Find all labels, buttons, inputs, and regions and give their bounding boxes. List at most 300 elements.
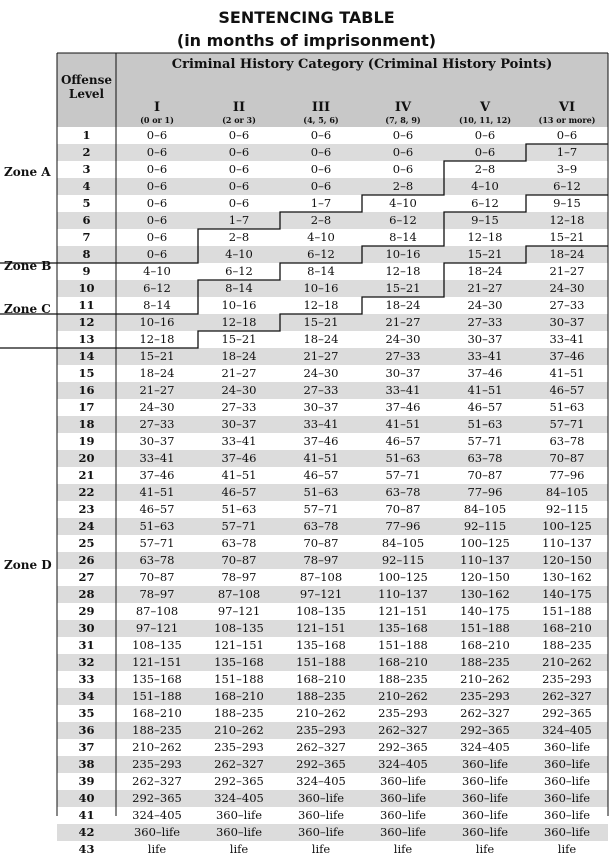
range-cell: 8–14: [143, 298, 171, 312]
table-row: [57, 263, 608, 280]
range-cell: 6–12: [225, 264, 253, 278]
range-cell: 262–327: [296, 740, 346, 754]
range-cell: 37–46: [467, 366, 503, 380]
category-roman: I: [153, 100, 161, 115]
range-cell: 360–life: [526, 756, 608, 773]
range-cell: 292–365: [444, 722, 526, 739]
range-cell: 21–27: [549, 264, 585, 278]
range-cell: 15–21: [280, 314, 362, 331]
table-row: [57, 178, 608, 195]
range-cell: 33–41: [280, 416, 362, 433]
offense-level-cell: 36: [57, 722, 116, 739]
table-row: [57, 518, 608, 535]
range-cell: 0–6: [146, 128, 168, 142]
range-cell: 0–6: [392, 162, 414, 176]
offense-level-cell: 25: [78, 536, 95, 550]
range-cell: 188–235: [214, 706, 264, 720]
range-cell: 210–262: [362, 688, 444, 705]
range-cell: 6–12: [116, 280, 198, 297]
range-cell: 27–33: [280, 382, 362, 399]
range-cell: 70–87: [198, 552, 280, 569]
range-cell: 100–125: [526, 518, 608, 535]
range-cell: 4–10: [143, 264, 171, 278]
range-cell: 21–27: [280, 348, 362, 365]
range-cell: 4–10: [307, 230, 335, 244]
range-cell: 37–46: [198, 450, 280, 467]
range-cell: 121–151: [116, 654, 198, 671]
range-cell: 2–8: [362, 178, 444, 195]
range-cell: 77–96: [362, 518, 444, 535]
range-cell: 46–57: [303, 468, 339, 482]
table-row: [57, 586, 608, 603]
range-cell: 140–175: [526, 586, 608, 603]
range-cell: 360–life: [215, 808, 263, 822]
range-cell: 292–365: [116, 790, 198, 807]
table-row: [57, 416, 608, 433]
offense-level-cell: 1: [82, 128, 91, 142]
range-cell: 27–33: [116, 416, 198, 433]
table-row: [57, 841, 608, 858]
range-cell: 360–life: [280, 790, 362, 807]
category-points: (10, 11, 12): [458, 115, 512, 125]
range-cell: 41–51: [221, 468, 257, 482]
page-subtitle: (in months of imprisonment): [176, 31, 437, 50]
range-cell: 97–121: [280, 586, 362, 603]
range-cell: life: [147, 842, 167, 856]
range-cell: 0–6: [392, 128, 414, 142]
range-cell: 24–30: [303, 366, 339, 380]
range-cell: 41–51: [280, 450, 362, 467]
page-title: SENTENCING TABLE: [218, 8, 395, 27]
range-cell: 21–27: [444, 280, 526, 297]
range-cell: 210–262: [460, 672, 510, 686]
range-cell: 324–405: [460, 740, 510, 754]
range-cell: 51–63: [362, 450, 444, 467]
table-row: [57, 161, 608, 178]
range-cell: 87–108: [198, 586, 280, 603]
range-cell: 77–96: [444, 484, 526, 501]
offense-level-cell: 12: [57, 314, 116, 331]
range-cell: 30–37: [303, 400, 339, 414]
category-points: (7, 8, 9): [385, 115, 421, 125]
range-cell: 37–46: [139, 468, 175, 482]
table-row: [57, 739, 608, 756]
offense-level-cell: 16: [57, 382, 116, 399]
range-cell: 18–24: [385, 298, 421, 312]
range-cell: 360–life: [116, 824, 198, 841]
table-row: [57, 535, 608, 552]
range-cell: 30–37: [198, 416, 280, 433]
range-cell: 210–262: [132, 740, 182, 754]
range-cell: 360–life: [526, 824, 608, 841]
range-cell: 46–57: [467, 400, 503, 414]
range-cell: 33–41: [221, 434, 257, 448]
range-cell: 70–87: [467, 468, 503, 482]
category-points: (13 or more): [538, 115, 596, 125]
offense-level-cell: 11: [78, 298, 95, 312]
range-cell: 360–life: [461, 774, 509, 788]
range-cell: 151–188: [378, 638, 428, 652]
range-cell: 87–108: [135, 604, 179, 618]
range-cell: 360–life: [543, 740, 591, 754]
range-cell: 292–365: [542, 706, 592, 720]
range-cell: 15–21: [221, 332, 257, 346]
category-header-4: [362, 100, 444, 127]
range-cell: 360–life: [543, 774, 591, 788]
table-row: [57, 484, 608, 501]
table-row: [57, 501, 608, 518]
category-roman: IV: [394, 100, 412, 115]
range-cell: 57–71: [198, 518, 280, 535]
range-cell: 235–293: [444, 688, 526, 705]
range-cell: 15–21: [549, 230, 585, 244]
range-cell: 120–150: [460, 570, 510, 584]
range-cell: 0–6: [474, 128, 496, 142]
range-cell: 21–27: [116, 382, 198, 399]
range-cell: 15–21: [444, 246, 526, 263]
range-cell: 168–210: [362, 654, 444, 671]
offense-level-cell: 5: [82, 196, 91, 210]
table-row: [57, 195, 608, 212]
offense-level-cell: 41: [78, 808, 95, 822]
range-cell: 12–18: [385, 264, 421, 278]
table-row: [57, 722, 608, 739]
range-cell: 108–135: [198, 620, 280, 637]
table-row: [57, 280, 608, 297]
category-header-3: [280, 100, 362, 127]
range-cell: 360–life: [444, 790, 526, 807]
range-cell: 46–57: [198, 484, 280, 501]
range-cell: 24–30: [385, 332, 421, 346]
range-cell: 292–365: [214, 774, 264, 788]
range-cell: 51–63: [221, 502, 257, 516]
table-row: [57, 144, 608, 161]
range-cell: 97–121: [116, 620, 198, 637]
table-row: [57, 399, 608, 416]
range-cell: 210–262: [296, 706, 346, 720]
offense-level-cell: 27: [78, 570, 95, 584]
range-cell: 10–16: [116, 314, 198, 331]
category-points: (0 or 1): [140, 115, 174, 125]
range-cell: 8–14: [389, 230, 417, 244]
range-cell: 0–6: [198, 178, 280, 195]
zone-a-label: Zone A: [4, 165, 51, 179]
range-cell: 15–21: [362, 280, 444, 297]
range-cell: 360–life: [379, 774, 427, 788]
offense-level-cell: 14: [57, 348, 116, 365]
range-cell: life: [311, 842, 331, 856]
offense-level-cell: 7: [82, 230, 91, 244]
range-cell: 63–78: [444, 450, 526, 467]
range-cell: 0–6: [310, 128, 332, 142]
range-cell: 0–6: [198, 144, 280, 161]
range-cell: 24–30: [467, 298, 503, 312]
category-header-2: [198, 100, 280, 127]
range-cell: 70–87: [526, 450, 608, 467]
range-cell: 360–life: [362, 790, 444, 807]
range-cell: 188–235: [378, 672, 428, 686]
range-cell: 18–24: [303, 332, 339, 346]
range-cell: 21–27: [362, 314, 444, 331]
range-cell: 30–37: [139, 434, 175, 448]
range-cell: 51–63: [549, 400, 585, 414]
range-cell: 108–135: [296, 604, 346, 618]
table-row: [57, 450, 608, 467]
range-cell: 8–14: [198, 280, 280, 297]
range-cell: 51–63: [280, 484, 362, 501]
range-cell: 235–293: [378, 706, 428, 720]
category-header-6: [526, 100, 608, 127]
range-cell: 12–18: [198, 314, 280, 331]
range-cell: 33–41: [116, 450, 198, 467]
range-cell: life: [229, 842, 249, 856]
range-cell: 24–30: [139, 400, 175, 414]
range-cell: 46–57: [139, 502, 175, 516]
range-cell: 235–293: [116, 756, 198, 773]
table-row: [57, 246, 608, 263]
range-cell: 8–14: [307, 264, 335, 278]
range-cell: 110–137: [444, 552, 526, 569]
range-cell: 41–51: [549, 366, 585, 380]
range-cell: 12–18: [467, 230, 503, 244]
range-cell: 10–16: [362, 246, 444, 263]
range-cell: 10–16: [221, 298, 257, 312]
table-row: [57, 756, 608, 773]
range-cell: 70–87: [385, 502, 421, 516]
offense-level-cell: 40: [57, 790, 116, 807]
range-cell: 360–life: [198, 824, 280, 841]
range-cell: 78–97: [116, 586, 198, 603]
range-cell: 0–6: [444, 144, 526, 161]
zone-c-label: Zone C: [4, 302, 51, 316]
range-cell: 4–10: [389, 196, 417, 210]
table-row: [57, 382, 608, 399]
range-cell: 135–168: [362, 620, 444, 637]
range-cell: 151–188: [214, 672, 264, 686]
range-cell: 0–6: [146, 162, 168, 176]
range-cell: 262–327: [198, 756, 280, 773]
offense-level-cell: 24: [57, 518, 116, 535]
table-row: [57, 654, 608, 671]
range-cell: 324–405: [526, 722, 608, 739]
range-cell: 12–18: [303, 298, 339, 312]
range-cell: 57–71: [467, 434, 503, 448]
range-cell: 30–37: [526, 314, 608, 331]
range-cell: 41–51: [116, 484, 198, 501]
category-points: (4, 5, 6): [303, 115, 339, 125]
range-cell: 33–41: [444, 348, 526, 365]
range-cell: 9–15: [553, 196, 581, 210]
range-cell: 92–115: [362, 552, 444, 569]
offense-level-cell: 37: [78, 740, 95, 754]
range-cell: life: [393, 842, 413, 856]
range-cell: 360–life: [297, 808, 345, 822]
range-cell: 6–12: [526, 178, 608, 195]
range-cell: 2–8: [228, 230, 250, 244]
range-cell: 37–46: [303, 434, 339, 448]
table-row: [57, 467, 608, 484]
offense-level-cell: 8: [57, 246, 116, 263]
range-cell: 37–46: [385, 400, 421, 414]
range-cell: 84–105: [381, 536, 425, 550]
offense-level-cell: 21: [78, 468, 95, 482]
range-cell: 262–327: [132, 774, 182, 788]
range-cell: 360–life: [379, 808, 427, 822]
range-cell: 2–8: [474, 162, 496, 176]
range-cell: 63–78: [116, 552, 198, 569]
range-cell: 360–life: [444, 824, 526, 841]
offense-level-cell: 10: [57, 280, 116, 297]
range-cell: 0–6: [116, 246, 198, 263]
sentencing-table: [57, 53, 608, 858]
range-cell: 110–137: [542, 536, 592, 550]
table-row: [57, 790, 608, 807]
range-cell: 0–6: [146, 196, 168, 210]
offense-level-cell: 42: [57, 824, 116, 841]
range-cell: 0–6: [116, 144, 198, 161]
range-cell: 168–210: [460, 638, 510, 652]
table-row: [57, 348, 608, 365]
range-cell: 97–121: [217, 604, 261, 618]
range-cell: 63–78: [362, 484, 444, 501]
range-cell: 78–97: [221, 570, 257, 584]
range-cell: 0–6: [280, 144, 362, 161]
range-cell: 135–168: [296, 638, 346, 652]
range-cell: 108–135: [132, 638, 182, 652]
range-cell: 33–41: [362, 382, 444, 399]
range-cell: 1–7: [198, 212, 280, 229]
range-cell: 100–125: [378, 570, 428, 584]
range-cell: 57–71: [526, 416, 608, 433]
range-cell: 18–24: [526, 246, 608, 263]
category-header-1: [116, 100, 198, 127]
range-cell: 27–33: [549, 298, 585, 312]
offense-level-cell: 39: [78, 774, 95, 788]
offense-level-cell: 38: [57, 756, 116, 773]
offense-level-cell: 32: [57, 654, 116, 671]
range-cell: 63–78: [280, 518, 362, 535]
range-cell: 188–235: [280, 688, 362, 705]
table-row: [57, 637, 608, 654]
range-cell: 0–6: [310, 162, 332, 176]
table-row: [57, 705, 608, 722]
table-row: [57, 212, 608, 229]
offense-level-cell: 17: [78, 400, 95, 414]
range-cell: 46–57: [526, 382, 608, 399]
range-cell: 360–life: [526, 790, 608, 807]
range-cell: 57–71: [385, 468, 421, 482]
table-row: [57, 331, 608, 348]
range-cell: 27–33: [362, 348, 444, 365]
offense-level-cell: 28: [57, 586, 116, 603]
range-cell: 37–46: [526, 348, 608, 365]
range-cell: 9–15: [444, 212, 526, 229]
offense-level-cell: 6: [57, 212, 116, 229]
range-cell: 0–6: [556, 128, 578, 142]
range-cell: 120–150: [526, 552, 608, 569]
range-cell: 18–24: [467, 264, 503, 278]
range-cell: 168–210: [132, 706, 182, 720]
range-cell: 262–327: [362, 722, 444, 739]
range-cell: 84–105: [463, 502, 507, 516]
range-cell: 121–151: [214, 638, 264, 652]
table-row: [57, 552, 608, 569]
offense-level-cell: 9: [82, 264, 91, 278]
range-cell: 292–365: [378, 740, 428, 754]
range-cell: 235–293: [542, 672, 592, 686]
range-cell: 21–27: [221, 366, 257, 380]
range-cell: 262–327: [460, 706, 510, 720]
range-cell: 1–7: [310, 196, 332, 210]
range-cell: 6–12: [280, 246, 362, 263]
category-roman: V: [479, 100, 491, 115]
range-cell: 0–6: [116, 212, 198, 229]
range-cell: 324–405: [198, 790, 280, 807]
range-cell: 121–151: [280, 620, 362, 637]
range-cell: 18–24: [198, 348, 280, 365]
range-cell: 51–63: [116, 518, 198, 535]
range-cell: 235–293: [280, 722, 362, 739]
range-cell: 324–405: [132, 808, 182, 822]
offense-level-cell: 29: [78, 604, 95, 618]
range-cell: 110–137: [362, 586, 444, 603]
offense-level-cell: 30: [57, 620, 116, 637]
table-row: [57, 569, 608, 586]
range-cell: life: [475, 842, 495, 856]
range-cell: 46–57: [385, 434, 421, 448]
range-cell: 77–96: [549, 468, 585, 482]
range-cell: 63–78: [549, 434, 585, 448]
range-cell: 262–327: [526, 688, 608, 705]
range-cell: 130–162: [542, 570, 592, 584]
offense-level-cell: 22: [57, 484, 116, 501]
range-cell: 33–41: [549, 332, 585, 346]
range-cell: 135–168: [198, 654, 280, 671]
range-cell: 188–235: [444, 654, 526, 671]
range-cell: 27–33: [221, 400, 257, 414]
category-roman: III: [311, 100, 331, 115]
range-cell: 2–8: [280, 212, 362, 229]
range-cell: 1–7: [526, 144, 608, 161]
range-cell: 15–21: [116, 348, 198, 365]
range-cell: 6–12: [471, 196, 499, 210]
offense-level-cell: 18: [57, 416, 116, 433]
range-cell: 188–235: [116, 722, 198, 739]
range-cell: 210–262: [198, 722, 280, 739]
category-roman: II: [232, 100, 246, 115]
offense-level-cell: 31: [78, 638, 95, 652]
range-cell: 100–125: [460, 536, 510, 550]
zone-b-label: Zone B: [4, 259, 52, 273]
range-cell: 0–6: [228, 128, 250, 142]
range-cell: life: [557, 842, 577, 856]
zone-d-label: Zone D: [4, 558, 52, 572]
range-cell: 0–6: [116, 178, 198, 195]
range-cell: 10–16: [280, 280, 362, 297]
range-cell: 360–life: [461, 808, 509, 822]
table-row: [57, 365, 608, 382]
range-cell: 360–life: [543, 808, 591, 822]
table-row: [57, 773, 608, 790]
offense-level-cell: 2: [57, 144, 116, 161]
range-cell: 151–188: [280, 654, 362, 671]
range-cell: 168–210: [526, 620, 608, 637]
offense-level-cell: 26: [57, 552, 116, 569]
range-cell: 6–12: [362, 212, 444, 229]
range-cell: 151–188: [444, 620, 526, 637]
range-cell: 18–24: [139, 366, 175, 380]
range-cell: 12–18: [139, 332, 175, 346]
